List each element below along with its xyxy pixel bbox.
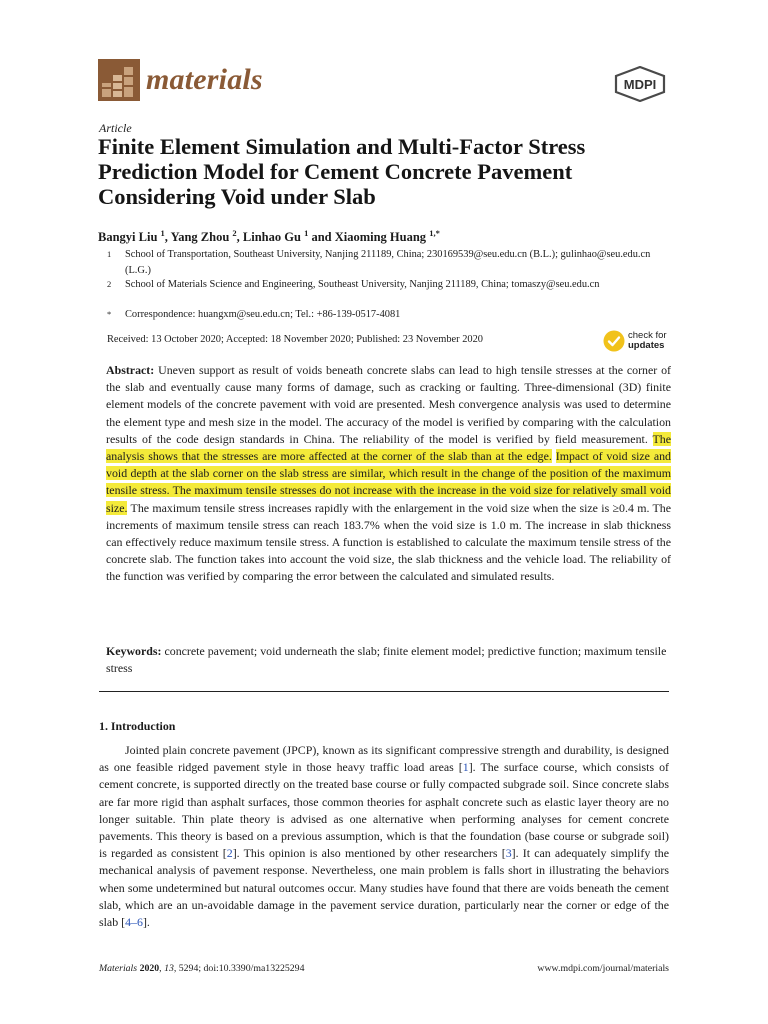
check-updates-line2: updates xyxy=(628,340,665,351)
footer-volume: 13 xyxy=(164,963,174,974)
body-text: ]. The surface course, which consists of cement concrete, is supported directly on the treated base course or fully compacted subgrade soil. Since concrete slabs are far more rigid than asphalt surfaces, those common theories for asphalt concrete such as elastic layer theory are no longer suitable. Thin plate theory is advised as one alternative when performing analyses for cement concrete pavements. This theory is based on a previous assumption, which is that the foundation (base course or subgrade soil) is regarded as consistent [ xyxy=(99,760,669,861)
affiliation xyxy=(107,277,667,293)
journal-name: materials xyxy=(146,63,263,96)
author-list xyxy=(98,228,440,245)
abstract xyxy=(106,362,671,586)
keywords-label: Keywords: xyxy=(106,644,162,658)
affiliation xyxy=(107,247,667,278)
author-name: Xiaoming Huang xyxy=(334,230,427,245)
correspondence-text: Correspondence: huangxm@seu.edu.cn; Tel.: +86-139-0517-4081 xyxy=(125,309,401,320)
check-updates-line1: check for xyxy=(628,330,667,341)
abstract-text: Uneven support as result of voids beneath concrete slabs can lead to high tensile stresses at the corner of the slab and eventually cause many forms of damage, such as cracking or faulting. Three-dimensional (3D) finite element models of the concrete pavement with void are presented. Mesh convergence analysis was used to determine the element type and mesh size in the model. The accuracy of the model is verified by comparing with the calculation results of the code design standards in China. The reliability of the model is verified by field measurement. xyxy=(106,363,672,446)
affiliation-mark: 2 xyxy=(107,279,112,289)
author-affiliation-mark: 1 xyxy=(160,228,165,238)
body-text: ]. xyxy=(142,915,150,930)
keywords-text: concrete pavement; void underneath the slab; finite element model; predictive function; maximum tensile stress xyxy=(106,644,667,676)
materials-logo-icon xyxy=(98,59,140,101)
check-updates-icon xyxy=(603,330,625,352)
author-affiliation-mark: 1,* xyxy=(429,228,440,238)
affiliation-mark: 1 xyxy=(107,249,112,259)
author-name: Yang Zhou xyxy=(170,230,230,245)
author-separator: , xyxy=(236,230,243,245)
footer-url[interactable]: www.mdpi.com/journal/materials xyxy=(537,963,669,974)
body-text: ]. This opinion is also mentioned by other researchers [ xyxy=(232,846,506,861)
affiliation-mark: * xyxy=(107,309,112,319)
author-affiliation-mark: 1 xyxy=(304,228,309,238)
correspondence xyxy=(107,307,667,323)
citation-link[interactable]: 3 xyxy=(505,846,512,861)
introduction-paragraph xyxy=(99,742,669,931)
abstract-label: Abstract: xyxy=(106,363,155,377)
citation-link[interactable]: 2 xyxy=(226,846,233,861)
author-name: Bangyi Liu xyxy=(98,230,158,245)
author-separator: and xyxy=(308,230,335,245)
body-text: ]. It can adequately simplify the mechanical analysis of pavement response. Nevertheless, one main problem is falls short in illustrating the behaviors when some undetermined but natural outcomes occur. Many studies have found that there are voids beneath the cement slab, which are an un-avoidable damage in the pavement service duration, particularly near the corner or edge of the slab [ xyxy=(99,846,669,930)
mdpi-logo-text: MDPI xyxy=(623,77,657,92)
mdpi-logo-icon xyxy=(613,66,667,102)
abstract-highlight: The analysis shows that the stresses are more affected at the corner of the slab than at the edge. xyxy=(106,431,671,464)
publication-dates: Received: 13 October 2020; Accepted: 18 November 2020; Published: 23 November 2020 xyxy=(107,334,484,345)
affiliation-text: School of Materials Science and Engineering, Southeast University, Nanjing 211189, China; tomaszy@seu.edu.cn xyxy=(125,279,600,290)
keywords xyxy=(106,643,671,677)
footer-journal: Materials xyxy=(99,963,138,974)
journal-logo xyxy=(98,58,263,102)
author-affiliation-mark: 2 xyxy=(232,228,237,238)
author-name: Linhao Gu xyxy=(242,230,301,245)
section-divider xyxy=(99,691,669,692)
abstract-text: The maximum tensile stress increases rapidly with the enlargement in the void size when the size is ≥0.4 m. The increments of maximum tensile stress can reach 183.7% when the void size is 1.0 m. The increase in slab thickness can effectively reduce maximum tensile stress. A function is established to calculate the maximum tensile stress of the concrete slab. The function takes into account the void size, the slab thickness and the vehicle load. The reliability of the function was verified by comparing the error between the calculated and simulated results. xyxy=(106,500,671,584)
citation-link[interactable]: 1 xyxy=(462,760,469,775)
section-heading: 1. Introduction xyxy=(99,719,176,733)
affiliation-text: School of Transportation, Southeast University, Nanjing 211189, China; 230169539@seu.edu.cn (B.L.); gulinhao@seu.edu.cn (L.G.) xyxy=(125,249,651,276)
paper-title: Finite Element Simulation and Multi-Factor Stress Prediction Model for Cement Concrete Pavement Considering Void under Slab xyxy=(98,134,586,209)
citation-link[interactable]: 4–6 xyxy=(125,915,143,930)
footer-citation: Materials 2020, 13, 5294; doi:10.3390/ma13225294 xyxy=(99,963,305,974)
footer-year: 2020 xyxy=(139,963,160,974)
article-type-label: Article xyxy=(99,121,132,135)
check-for-updates-badge[interactable] xyxy=(603,328,673,354)
footer-doi: , 5294; doi:10.3390/ma13225294 xyxy=(173,963,305,974)
body-text: Jointed plain concrete pavement (JPCP), known as its significant compressive strength and durability, is designed as one feasible ridged pavement style in those heavy traffic load areas [ xyxy=(99,743,669,775)
abstract-highlight: Impact of void size and void depth at the slab corner on the slab stress are similar, which result in the change of the position of the maximum tensile stress. The maximum tensile stresses do not increase with the increase in the void size for relatively small void size. xyxy=(106,449,671,515)
author-separator: , xyxy=(164,230,171,245)
